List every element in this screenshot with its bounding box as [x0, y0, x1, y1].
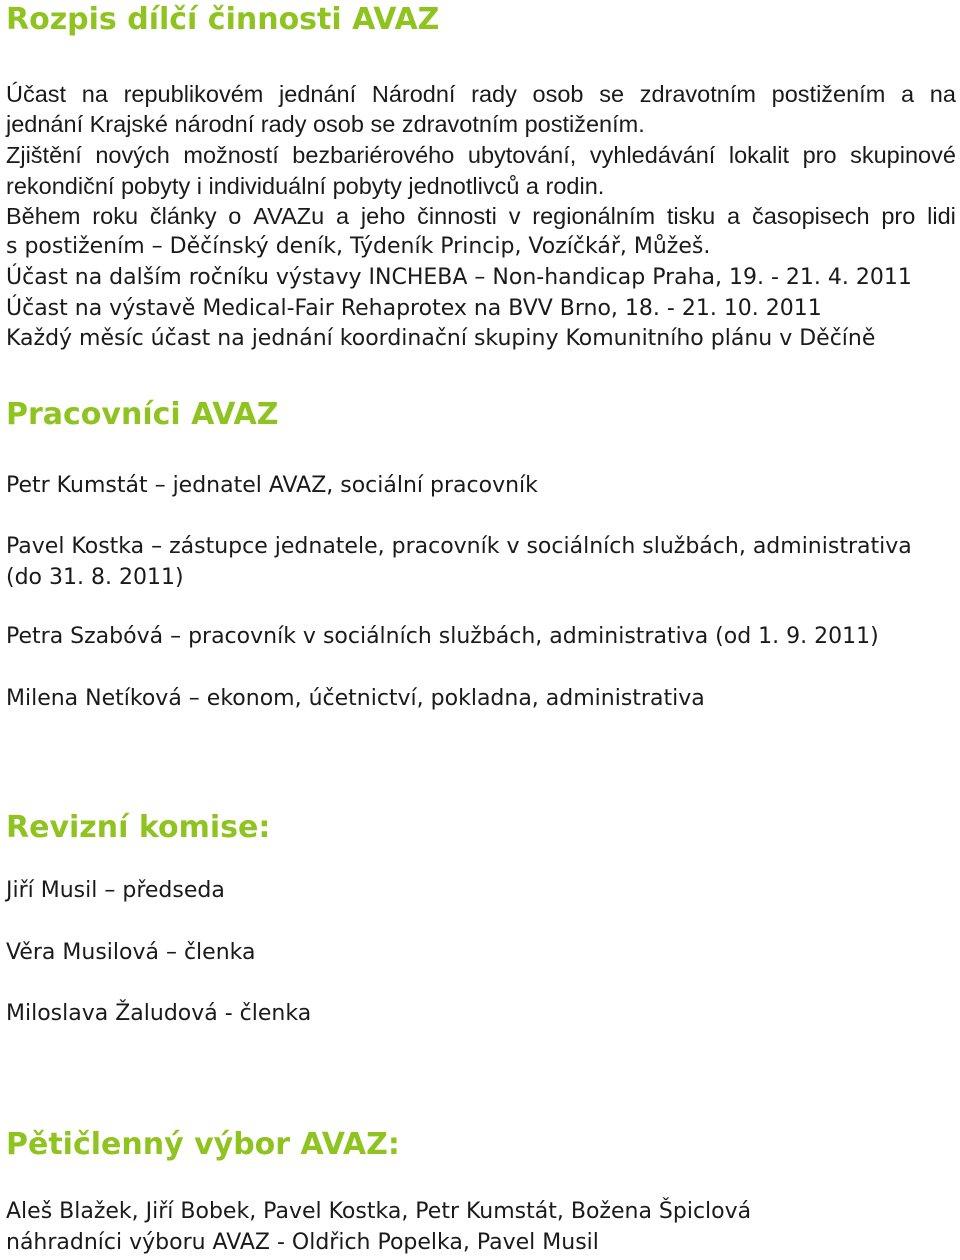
audit-line-2: Věra Musilová – členka: [6, 940, 256, 965]
workers-heading: Pracovníci AVAZ: [6, 397, 279, 432]
activities-line-9: Každý měsíc účast na jednání koordinační skupiny Komunitního plánu v Děčíně: [6, 326, 876, 351]
activities-line-2: jednání Krajské národní rady osob se zdravotním postižením.: [6, 111, 645, 137]
audit-heading: Revizní komise:: [6, 810, 271, 845]
committee-heading: Pětičlenný výbor AVAZ:: [6, 1127, 400, 1162]
worker-line-2: Pavel Kostka – zástupce jednatele, pracovník v sociálních službách, administrativa: [6, 534, 912, 559]
activities-line-3: Zjištění nových možností bezbariérového ubytování, vyhledávání lokalit pro skupinové: [6, 142, 956, 168]
activities-line-7: Účast na dalším ročníku výstavy INCHEBA – Non-handicap Praha, 19. - 21. 4. 2011: [6, 265, 912, 290]
worker-line-5: Milena Netíková – ekonom, účetnictví, pokladna, administrativa: [6, 686, 705, 711]
worker-line-1: Petr Kumstát – jednatel AVAZ, sociální pracovník: [6, 473, 538, 498]
audit-line-3: Miloslava Žaludová - členka: [6, 1001, 312, 1026]
activities-heading: Rozpis dílčí činnosti AVAZ: [6, 2, 440, 37]
activities-line-4: rekondiční pobyty i individuální pobyty jednotlivců a rodin.: [6, 173, 605, 199]
activities-line-1: Účast na republikovém jednání Národní rady osob se zdravotním postižením a na: [6, 81, 956, 107]
activities-line-5: Během roku články o AVAZu a jeho činnosti v regionálním tisku a časopisech pro lidi: [6, 203, 956, 229]
activities-line-8: Účast na výstavě Medical-Fair Rehaprotex na BVV Brno, 18. - 21. 10. 2011: [6, 296, 822, 321]
audit-line-1: Jiří Musil – předseda: [6, 878, 225, 903]
committee-line-1: Aleš Blažek, Jiří Bobek, Pavel Kostka, Petr Kumstát, Božena Špiclová: [6, 1199, 752, 1224]
worker-line-3: (do 31. 8. 2011): [6, 565, 184, 590]
worker-line-4: Petra Szabóvá – pracovník v sociálních službách, administrativa (od 1. 9. 2011): [6, 624, 879, 649]
activities-line-6: s postižením – Děčínský deník, Týdeník Princip, Vozíčkář, Můžeš.: [6, 234, 711, 259]
committee-line-2: náhradníci výboru AVAZ - Oldřich Popelka, Pavel Musil: [6, 1230, 599, 1255]
